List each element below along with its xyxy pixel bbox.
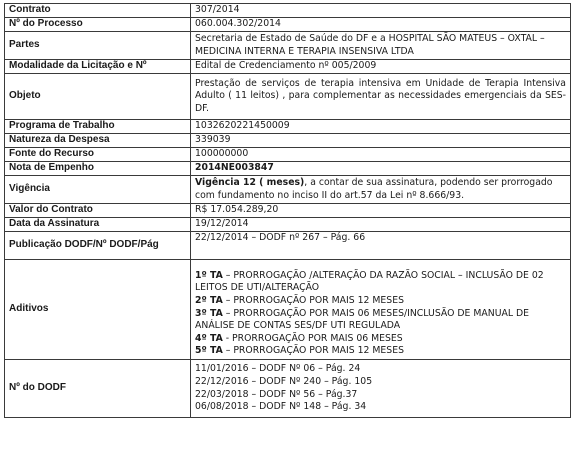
aditivo-1-tag: 1º TA xyxy=(195,269,223,281)
value-assinatura: 19/12/2014 xyxy=(191,218,571,232)
aditivo-3-text: – PRORROGAÇÃO POR MAIS 06 MESES/INCLUSÃO DE MANUAL DE xyxy=(222,307,530,319)
value-modalidade: Edital de Credenciamento nº 005/2009 xyxy=(191,60,571,74)
value-processo: 060.004.302/2014 xyxy=(191,18,571,32)
aditivo-2 xyxy=(195,295,566,308)
row-modalidade xyxy=(5,60,571,74)
aditivo-3 xyxy=(195,308,566,321)
aditivo-2-tag: 2º TA xyxy=(195,295,223,307)
value-aditivos xyxy=(191,260,571,360)
label-partes: Partes xyxy=(5,32,191,60)
row-dodf xyxy=(5,360,571,418)
label-processo: Nº do Processo xyxy=(5,18,191,32)
dodf-entry-2: 22/12/2016 – DODF Nº 240 – Pág. 105 xyxy=(195,375,373,387)
partes-line-2: MEDICINA INTERNA E TERAPIA INSENSIVA LTDA xyxy=(195,45,414,57)
dodf-entry-3: 22/03/2018 – DODF Nº 56 – Pág.37 xyxy=(195,388,358,400)
row-fonte xyxy=(5,148,571,162)
aditivo-3-cont: ANÁLISE DE CONTAS SES/DF UTI REGULADA xyxy=(195,320,401,332)
value-vigencia xyxy=(191,176,571,204)
label-empenho: Nota de Empenho xyxy=(5,162,191,176)
label-vigencia: Vigência xyxy=(5,176,191,204)
label-aditivos: Aditivos xyxy=(5,260,191,360)
row-partes xyxy=(5,32,571,60)
row-programa xyxy=(5,120,571,134)
label-valor: Valor do Contrato xyxy=(5,204,191,218)
aditivo-5-text: – PRORROGAÇÃO POR MAIS 12 MESES xyxy=(222,345,404,357)
row-natureza xyxy=(5,134,571,148)
dodf-entry-1: 11/01/2016 – DODF Nº 06 – Pág. 24 xyxy=(195,363,361,375)
aditivo-4 xyxy=(195,333,566,346)
value-natureza: 339039 xyxy=(191,134,571,148)
value-dodf xyxy=(191,360,571,418)
row-vigencia xyxy=(5,176,571,204)
contract-table xyxy=(4,3,571,418)
aditivo-2-text: – PRORROGAÇÃO POR MAIS 12 MESES xyxy=(222,295,404,307)
row-processo xyxy=(5,18,571,32)
dodf-entry-4: 06/08/2018 – DODF Nº 148 – Pág. 34 xyxy=(195,401,367,413)
label-dodf: Nº do DODF xyxy=(5,360,191,418)
row-objeto xyxy=(5,74,571,120)
row-valor xyxy=(5,204,571,218)
row-aditivos xyxy=(5,260,571,360)
vigencia-bold: Vigência 12 ( meses) xyxy=(195,176,305,188)
vigencia-line-2: com fundamento no inciso II do art.57 da Lei nº 8.666/93. xyxy=(195,189,465,201)
label-objeto: Objeto xyxy=(5,74,191,120)
aditivo-1-text: – PRORROGAÇÃO /ALTERAÇÃO DA RAZÃO SOCIAL – INCLUSÃO DE 02 xyxy=(222,269,544,281)
label-programa: Programa de Trabalho xyxy=(5,120,191,134)
aditivo-4-tag: 4º TA xyxy=(195,332,223,344)
label-contrato: Contrato xyxy=(5,4,191,18)
aditivo-5 xyxy=(195,345,566,358)
aditivo-5-tag: 5º TA xyxy=(195,345,223,357)
value-valor: R$ 17.054.289,20 xyxy=(191,204,571,218)
value-partes xyxy=(191,32,571,60)
aditivo-1 xyxy=(195,270,566,283)
label-assinatura: Data da Assinatura xyxy=(5,218,191,232)
label-publicacao: Publicação DODF/Nº DODF/Pág xyxy=(5,232,191,260)
value-publicacao: 22/12/2014 – DODF nº 267 – Pág. 66 xyxy=(191,232,571,260)
label-fonte: Fonte do Recurso xyxy=(5,148,191,162)
contract-sheet xyxy=(4,3,571,418)
row-contrato xyxy=(5,4,571,18)
value-objeto: Prestação de serviços de terapia intensiva em Unidade de Terapia Intensiva Adulto ( 11 leitos) , para complementar as necessidades emergenciais da SES-DF. xyxy=(191,74,571,120)
label-natureza: Natureza da Despesa xyxy=(5,134,191,148)
partes-line-1: Secretaria de Estado de Saúde do DF e a HOSPITAL SÃO MATEUS – OXTAL – xyxy=(195,32,545,44)
aditivo-1-cont: LEITOS DE UTI/ALTERAÇÃO xyxy=(195,282,320,294)
row-publicacao xyxy=(5,232,571,260)
value-empenho: 2014NE003847 xyxy=(191,162,571,176)
value-fonte: 100000000 xyxy=(191,148,571,162)
vigencia-rest: , a contar de sua assinatura, podendo ser prorrogado xyxy=(304,176,553,188)
row-empenho xyxy=(5,162,571,176)
aditivo-3-tag: 3º TA xyxy=(195,307,223,319)
label-modalidade: Modalidade da Licitação e Nº xyxy=(5,60,191,74)
value-programa: 1032620221450009 xyxy=(191,120,571,134)
aditivo-4-text: - PRORROGAÇÃO POR MAIS 06 MESES xyxy=(222,332,403,344)
vigencia-line-1 xyxy=(195,177,566,190)
row-assinatura xyxy=(5,218,571,232)
value-contrato: 307/2014 xyxy=(191,4,571,18)
